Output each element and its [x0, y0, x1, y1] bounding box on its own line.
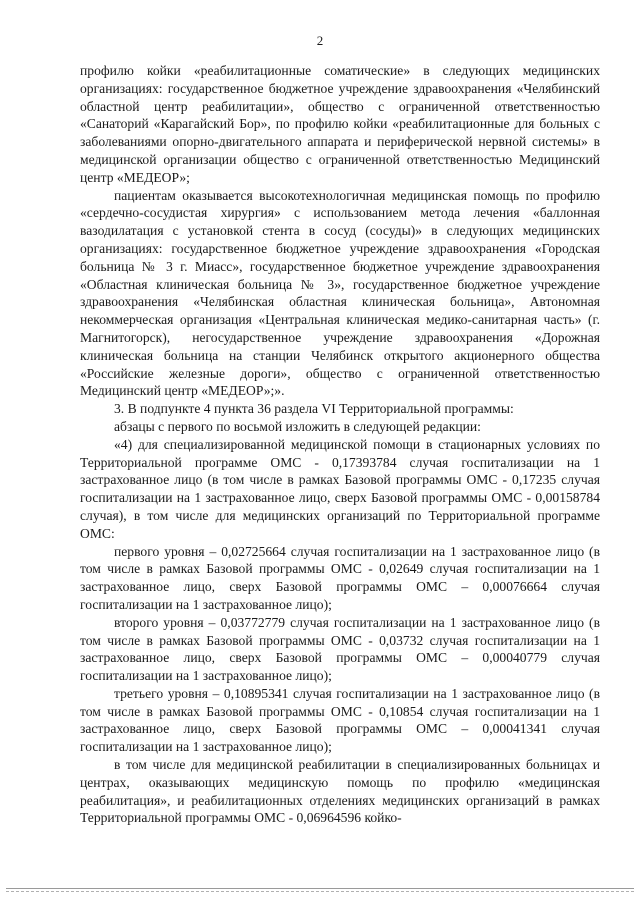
paragraph-amendment-item-3: 3. В подпункте 4 пункта 36 раздела VI Территориальной программы: [114, 401, 514, 417]
paragraph-amendment-instruction: абзацы с первого по восьмой изложить в следующей редакции: [114, 418, 481, 434]
page-bottom-rule [6, 888, 634, 889]
paragraph-second-level: второго уровня – 0,03772779 случая госпитализации на 1 застрахованное лицо (в том числе в рамках Базовой программы ОМС - 0,03732 случая госпитализации на 1 застрахованное лицо, сверх Базовой программы ОМС – 0,00040779 случая госпитализации на 1 застрахованное лицо); [80, 614, 600, 684]
document-body [80, 62, 600, 827]
page-bottom-rule-dashed [6, 891, 634, 892]
paragraph-medical-rehabilitation: в том числе для медицинской реабилитации в специализированных больницах и центрах, оказывающих медицинскую помощь по профилю «медицинская реабилитация», и реабилитационных отделениях медицинских организаций в рамках Территориальной программы ОМС - 0,06964596 койко- [80, 757, 600, 826]
paragraph-third-level: третьего уровня – 0,10895341 случая госпитализации на 1 застрахованное лицо (в том числе в рамках Базовой программы ОМС - 0,10854 случая госпитализации на 1 застрахованное лицо, сверх Базовой программы ОМС – 0,00041341 случая госпитализации на 1 застрахованное лицо); [80, 685, 600, 755]
paragraph-specialized-care-norm: «4) для специализированной медицинской помощи в стационарных условиях по Территориальной программе ОМС - 0,17393784 случая госпитализации на 1 застрахованное лицо (в том числе в рамках Базовой программы ОМС - 0,17235 случая госпитализации на 1 застрахованное лицо, сверх Базовой программы ОМС - 0,00158784 случая), в том числе для медицинских организаций по Территориальной программе ОМС: [80, 436, 600, 541]
paragraph-first-level: первого уровня – 0,02725664 случая госпитализации на 1 застрахованное лицо (в том числе в рамках Базовой программы ОМС - 0,02649 случая госпитализации на 1 застрахованное лицо, сверх Базовой программы ОМС – 0,00076664 случая госпитализации на 1 застрахованное лицо); [80, 543, 600, 612]
paragraph-high-tech-care: пациентам оказывается высокотехнологичная медицинская помощь по профилю «сердечно-сосудистая хирургия» с использованием метода лечения «баллонная вазодилатация с установкой стента в сосуд (сосуды)» в следующих медицинских организациях: государственное бюджетное учреждение здравоохранения «Городская больница № 3 г. Миасс», государственное бюджетное учреждение здравоохранения «Областная клиническая больница № 3», государственное бюджетное учреждение здравоохранения «Челябинская областная клиническая больница», Автономная некоммерческая организация «Центральная клиническая медико-санитарная часть» (г. Магнитогорск), негосударственное учреждение здравоохранения «Дорожная клиническая больница на станции Челябинск открытого акционерного общества «Российские железные дороги», общество с ограниченной ответственностью Медицинский центр «МЕДЕОР»;». [80, 187, 600, 399]
paragraph-continuation-rehab-profiles: профилю койки «реабилитационные соматические» в следующих медицинских организациях: государственное бюджетное учреждение здравоохранения «Челябинский областной центр реабилитации», общество с ограниченной ответственностью «Санаторий «Карагайский Бор», по профилю койки «реабилитационные для больных с заболеваниями опорно-двигательного аппарата и периферической нервной системы» в медицинской организации общество с ограниченной ответственностью Медицинский центр «МЕДЕОР»; [80, 63, 600, 185]
page-number: 2 [316, 33, 324, 48]
